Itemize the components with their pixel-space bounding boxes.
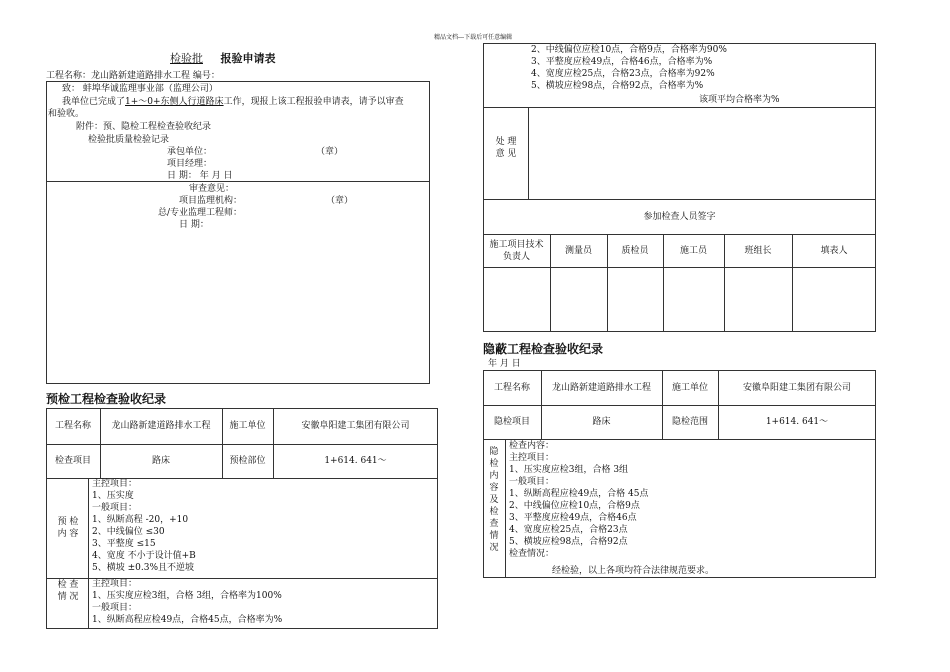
hidden-r2-c3: 隐检范围	[671, 417, 708, 427]
supervisor-org-label: 项目监理机构：	[179, 196, 243, 206]
body-post: 工作，现报上该工程报验申请表，请予以审查	[223, 97, 404, 107]
sign-h-tech: 施工项目技术负责人	[489, 239, 544, 262]
pre-content-lines	[92, 478, 196, 574]
project-line: 工程名称：龙山路新建道路排水工程 编号：	[46, 71, 220, 81]
pre-result-line: 主控项目：	[92, 579, 138, 589]
request-title-main: 报验申请表	[220, 52, 276, 65]
body-pre: 我单位已完成了	[62, 97, 126, 107]
chief-label: 总/专业监理工程师：	[158, 208, 243, 218]
pre-r2-c1: 检查项目	[54, 456, 91, 466]
pre-content-line: 1、压实度	[92, 491, 134, 501]
sign-h-leader: 班组长	[744, 245, 772, 256]
hidden-content-line: 3、平整度应检49点，合格46点	[509, 513, 637, 523]
hidden-r1-c2: 龙山路新建道路排水工程	[551, 382, 651, 393]
hidden-conclusion: 经检验，以上各项均符合法律规范要求。	[552, 566, 715, 576]
seal1-label: （章）	[316, 147, 344, 157]
pre-content-line: 4、宽度 不小于设计值+B	[92, 551, 196, 561]
pre-r2-c3: 预检部位	[229, 456, 266, 466]
avg-line: 该项平均合格率为%	[699, 95, 780, 105]
hidden-content-line: 检查情况：	[509, 549, 555, 559]
cont-row-line-4	[483, 267, 876, 268]
hidden-content-line: 1、压实度应检3组，合格 3组	[509, 465, 629, 475]
hidden-date: 年 月 日	[488, 359, 521, 369]
pre-content-line: 一般项目：	[92, 503, 138, 513]
cont-line: 3、平整度应检49点，合格46点，合格率为%	[531, 57, 713, 67]
hidden-r2-c4: 1+614. 641～	[765, 417, 829, 427]
watermark-text: 精品文档---下载后可任意编辑	[434, 34, 513, 41]
hidden-content-line: 一般项目：	[509, 477, 555, 487]
body-underlined: 1+～0+东侧人行道路床	[125, 97, 224, 107]
pre-result-line: 1、纵断高程应检49点，合格45点，合格率为%	[92, 615, 283, 625]
sign-h-constructor: 施工员	[679, 245, 707, 256]
hidden-content-line: 主控项目：	[509, 453, 555, 463]
pre-r2-c4: 1+614. 641～	[324, 456, 387, 466]
request-divider	[46, 181, 430, 182]
handle-col-line	[528, 107, 529, 199]
continuation-lines	[531, 44, 727, 92]
hidden-content-line: 5、横坡应检98点，合格92点	[509, 537, 628, 547]
pre-result-line: 一般项目：	[92, 603, 138, 613]
pre-content-line: 5、横坡 ±0.3%且不逆坡	[92, 563, 194, 573]
handle-label: 处 理 意 见	[495, 137, 517, 159]
pm-label: 项目经理：	[167, 159, 213, 169]
cont-row-line-1	[483, 107, 876, 108]
pre-result-line: 1、压实度应检3组，合格 3组，合格率为100%	[92, 591, 282, 601]
pre-side-col-line	[88, 478, 89, 629]
hidden-r1-c4: 安徽阜阳建工集团有限公司	[742, 382, 851, 393]
cont-line: 4、宽度应检25点，合格23点，合格率为92%	[531, 69, 715, 79]
seal2-label: （章）	[326, 196, 354, 206]
cont-line: 2、中线偏位应检10点，合格9点，合格率为90%	[531, 45, 727, 55]
to-line: 致： 蚌埠华诚监理事业部（监理公司）	[62, 84, 218, 94]
pre-r1-c1: 工程名称	[54, 421, 91, 431]
sign-h-filler: 填表人	[820, 245, 848, 256]
sign-h-qc: 质检员	[621, 245, 649, 256]
hidden-side-label: 隐检内容及检查情况	[489, 447, 499, 553]
date2-label: 日 期：	[179, 220, 209, 230]
hidden-content-line: 检查内容：	[509, 441, 555, 451]
request-title	[160, 50, 276, 66]
pre-result-label: 检 查 情 况	[57, 580, 79, 602]
attach-line2: 检验批质量检验记录	[88, 135, 170, 145]
hidden-title: 隐蔽工程检查验收纪录	[483, 342, 604, 356]
pre-r1-c4: 安徽阜阳建工集团有限公司	[301, 421, 410, 431]
hidden-r2-c1: 隐检项目	[493, 417, 530, 427]
pre-content-line: 主控项目：	[92, 479, 138, 489]
request-body	[62, 96, 404, 108]
hidden-content-line: 4、宽度应检25点，合格23点	[509, 525, 628, 535]
body-line2: 和验收。	[48, 109, 85, 119]
sign-title: 参加检查人员签字	[643, 211, 716, 222]
hidden-content-lines	[509, 440, 649, 560]
review-label: 审查意见：	[189, 184, 235, 194]
pre-content-line: 1、纵断高程 -20，+10	[92, 515, 189, 525]
hidden-r1-c1: 工程名称	[493, 382, 530, 393]
pre-inspection-title: 预检工程检查验收纪录	[46, 392, 167, 406]
hidden-r2-c2: 路床	[592, 417, 611, 427]
pre-content-line: 3、平整度 ≤15	[92, 539, 156, 549]
contractor-label: 承包单位：	[167, 147, 213, 157]
pre-r1-c3: 施工单位	[229, 421, 266, 431]
pre-content-line: 2、中线偏位 ≤30	[92, 527, 165, 537]
cont-line: 5、横坡应检98点，合格92点，合格率为%	[531, 81, 704, 91]
hidden-content-line: 1、纵断高程应检49点，合格 45点	[509, 489, 649, 499]
pre-r1-c2: 龙山路新建道路排水工程	[111, 421, 211, 431]
hidden-side-col-line	[505, 439, 506, 578]
pre-result-lines	[92, 578, 282, 626]
attach-line: 附件：预、隐检工程检查验收纪录	[76, 122, 212, 132]
sign-h-survey: 测量员	[564, 245, 592, 256]
date1-label: 日 期： 年 月 日	[167, 171, 233, 181]
hidden-content-line: 2、中线偏位应检10点，合格9点	[509, 501, 640, 511]
hidden-r1-c3: 施工单位	[671, 382, 708, 393]
pre-content-label: 预 检 内 容	[57, 517, 79, 539]
pre-r2-c2: 路床	[151, 456, 170, 466]
request-title-prefix: 检验批	[170, 52, 203, 65]
